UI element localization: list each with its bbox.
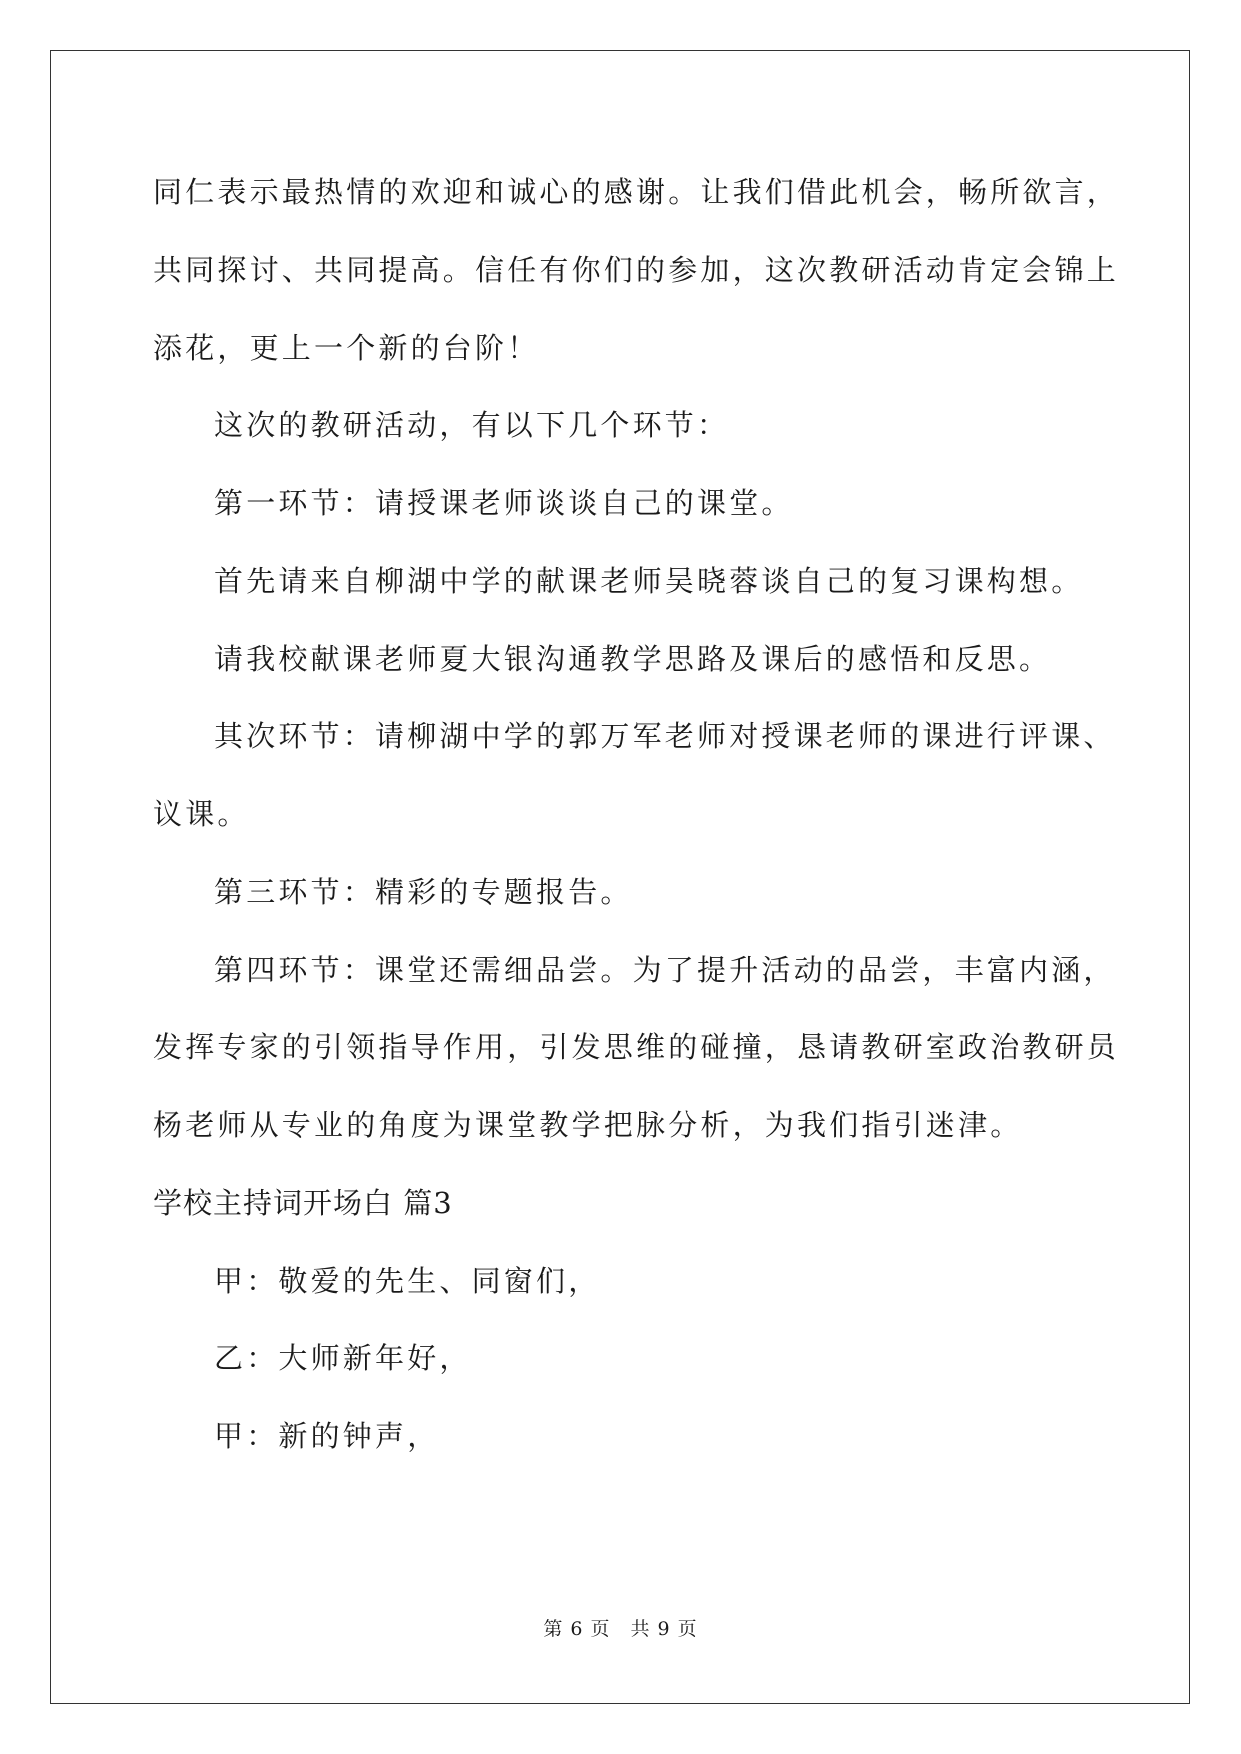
page-number-footer: 第 6 页 共 9 页 xyxy=(543,1618,698,1640)
paragraph-line-1: 同仁表示最热情的欢迎和诚心的感谢。让我们借此机会，畅所欲言， xyxy=(153,175,1120,209)
paragraph-line-4: 这次的教研活动，有以下几个环节： xyxy=(214,408,730,442)
paragraph-line-3: 添花，更上一个新的台阶！ xyxy=(153,331,540,365)
paragraph-line-10: 第三环节：精彩的专题报告。 xyxy=(214,875,633,909)
section-heading: 学校主持词开场白 篇3 xyxy=(153,1186,453,1220)
paragraph-line-13: 杨老师从专业的角度为课堂教学把脉分析，为我们指引迷津。 xyxy=(153,1108,1023,1142)
dialogue-line-3: 甲：新的钟声， xyxy=(214,1419,440,1453)
dialogue-line-2: 乙：大师新年好， xyxy=(214,1341,472,1375)
paragraph-line-5: 第一环节：请授课老师谈谈自己的课堂。 xyxy=(214,486,794,520)
paragraph-line-6: 首先请来自柳湖中学的献课老师吴晓蓉谈自己的复习课构想。 xyxy=(214,564,1084,598)
dialogue-line-1: 甲：敬爱的先生、同窗们， xyxy=(214,1264,601,1298)
paragraph-line-7: 请我校献课老师夏大银沟通教学思路及课后的感悟和反思。 xyxy=(214,642,1052,676)
paragraph-line-12: 发挥专家的引领指导作用，引发思维的碰撞，恳请教研室政治教研员 xyxy=(153,1030,1120,1064)
paragraph-line-2: 共同探讨、共同提高。信任有你们的参加，这次教研活动肯定会锦上 xyxy=(153,253,1120,287)
paragraph-line-11: 第四环节：课堂还需细品尝。为了提升活动的品尝，丰富内涵， xyxy=(214,953,1116,987)
paragraph-line-8: 其次环节：请柳湖中学的郭万军老师对授课老师的课进行评课、 xyxy=(214,719,1116,753)
paragraph-line-9: 议课。 xyxy=(153,797,250,831)
